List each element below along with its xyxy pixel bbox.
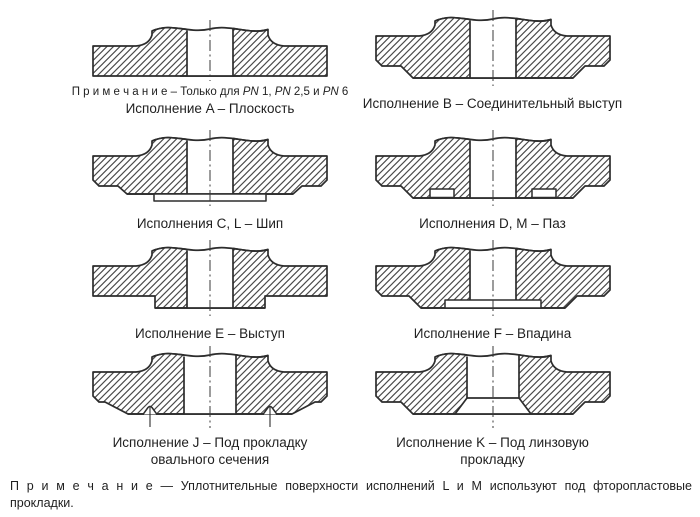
bore bbox=[470, 243, 516, 300]
flange-section-k-lens-gasket bbox=[373, 344, 613, 430]
figure-execution-a bbox=[70, 16, 350, 117]
groove-left bbox=[430, 189, 454, 198]
figure-e-caption: Исполнение E – Выступ bbox=[135, 326, 285, 341]
figure-execution-k bbox=[365, 344, 620, 468]
figure-execution-f bbox=[365, 238, 620, 342]
flange-section-e-spigot bbox=[90, 238, 330, 318]
footnote bbox=[10, 478, 692, 512]
groove-right bbox=[532, 189, 556, 198]
figure-j-caption: Исполнение J – Под прокладку bbox=[112, 435, 308, 450]
flange-section-f-recess bbox=[373, 238, 613, 318]
figure-j-caption-line2: овального сечения bbox=[150, 452, 270, 467]
footnote-line2: прокладки. bbox=[10, 496, 74, 510]
footnote-line1: П р и м е ч а н и е — Уплотнительные поверхности исполнений L и M используют под фторопластовые bbox=[10, 479, 692, 493]
figure-f-caption: Исполнение F – Впадина bbox=[413, 326, 572, 341]
figure-a-caption: Исполнение A – Плоскость bbox=[125, 101, 295, 116]
figure-k-caption: Исполнение K – Под линзовую bbox=[396, 435, 589, 450]
flange-section-b-raised-face bbox=[373, 8, 613, 88]
figure-k-caption-line2: прокладку bbox=[460, 452, 525, 467]
figure-execution-d bbox=[365, 128, 620, 232]
figure-execution-e bbox=[70, 238, 350, 342]
figure-a-note: П р и м е ч а н и е – Только для PN 1, PN 2,5 и PN 6 bbox=[71, 86, 349, 98]
flange-section-a-flat-face bbox=[90, 18, 330, 82]
figure-execution-c bbox=[70, 128, 350, 232]
figure-c-caption: Исполнения C, L – Шип bbox=[136, 216, 284, 231]
figure-execution-j bbox=[70, 344, 350, 468]
flange-section-c-tongue bbox=[90, 128, 330, 208]
figure-execution-b bbox=[362, 8, 623, 112]
figure-b-caption: Исполнение B – Соединительный выступ bbox=[362, 96, 623, 111]
flange-section-j-oval-gasket bbox=[90, 344, 330, 430]
figure-d-caption: Исполнения D, M – Паз bbox=[419, 216, 566, 231]
flange-section-d-groove bbox=[373, 128, 613, 208]
